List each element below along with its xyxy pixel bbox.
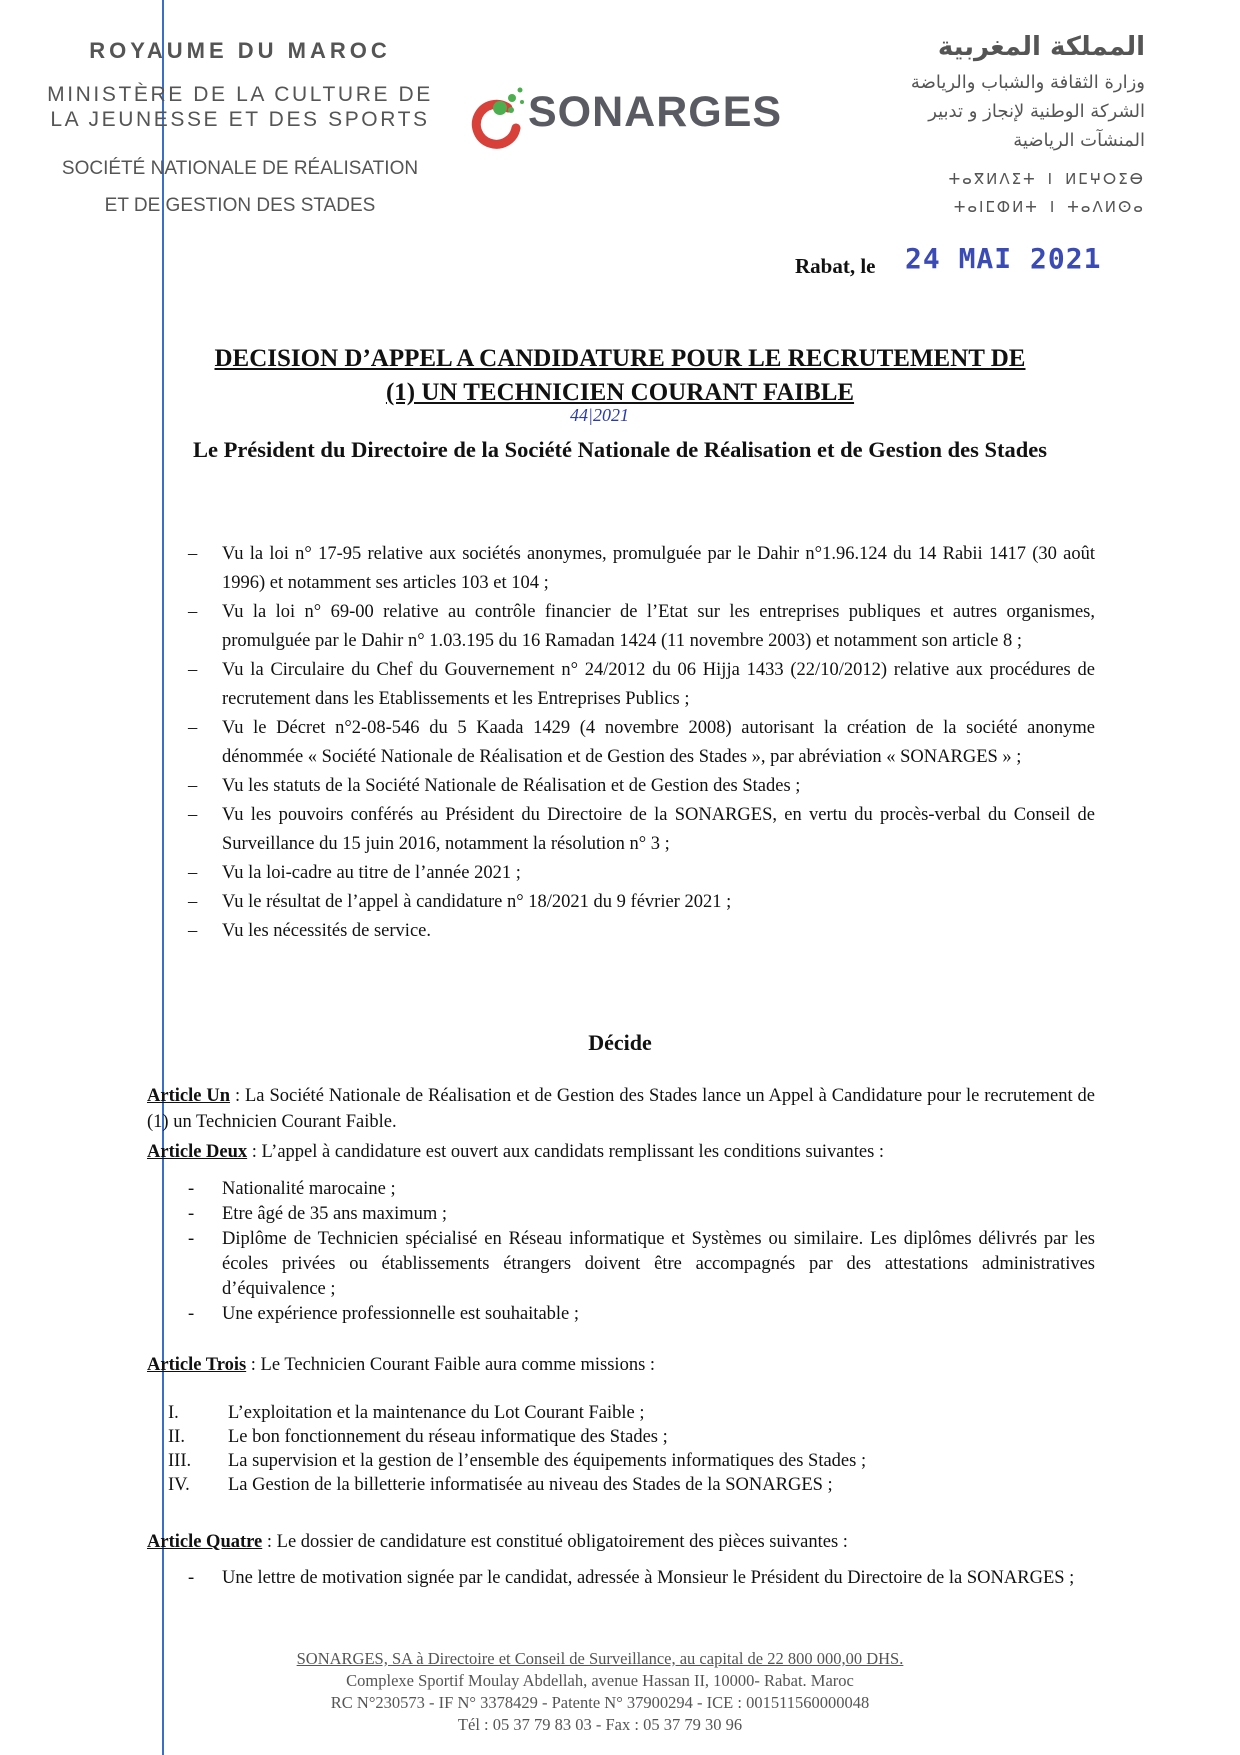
article-label: Article Deux xyxy=(147,1142,248,1162)
header-company-line2: ET DE GESTION DES STADES xyxy=(104,195,376,216)
list-item: – Vu la loi n° 69-00 relative au contrôle financier de l’Etat sur les entreprises publiques et autres organismes, promulguée par le Dahir n° 1.03.195 du 16 Ramadan 1424 (11 novembre 2003) et notamment son article 8 ; xyxy=(188,602,1095,651)
header-arabic-ministry-line: وزارة الثقافة والشباب والرياضة xyxy=(910,72,1145,93)
president-heading: Le Président du Directoire de la Société Nationale de Réalisation et de Gestion des Stades xyxy=(192,437,1048,462)
article-label: Article Trois xyxy=(147,1355,247,1375)
article-text: : La Société Nationale de Réalisation et de Gestion des Stades lance un Appel à Candidature pour le recrutement de (1) un Technicien Courant Faible. xyxy=(147,1086,1095,1132)
header-tifinagh-line2: ⵜⴰⵏⵎⵀⵍⵜ ⵏ ⵜⴰⴷⵍⵙⴰ xyxy=(953,198,1145,216)
list-item: – Vu la loi n° 17-95 relative aux sociétés anonymes, promulguée par le Dahir n°1.96.124 du 14 Rabii 1417 (30 août 1996) et notamment ses articles 103 et 104 ; xyxy=(188,544,1095,593)
page-footer xyxy=(200,1648,1000,1736)
footer-company: SONARGES, SA à Directoire et Conseil de Surveillance, au capital de 22 800 000,00 DHS. xyxy=(296,1649,904,1668)
date-stamp: 24 MAI 2021 xyxy=(905,242,1102,275)
document-title xyxy=(170,342,1070,410)
list-item: - Une lettre de motivation signée par le candidat, adressée à Monsieur le Président du Directoire de la SONARGES ; xyxy=(188,1568,1075,1588)
visas-list xyxy=(180,540,1095,946)
list-item: - Etre âgé de 35 ans maximum ; xyxy=(188,1204,448,1224)
article-quatre xyxy=(147,1529,1095,1555)
list-item: - Une expérience professionnelle est souhaitable ; xyxy=(188,1304,580,1324)
date-label: Rabat, le xyxy=(795,254,876,278)
title-line2: (1) UN TECHNICIEN COURANT FAIBLE xyxy=(385,379,855,406)
header-ministry-line2: LA JEUNESSE ET DES SPORTS xyxy=(50,108,430,131)
article-text: : Le Technicien Courant Faible aura comme missions : xyxy=(246,1355,656,1375)
article-label: Article Un xyxy=(147,1086,231,1106)
conditions-list xyxy=(180,1177,1095,1327)
list-item: I. L’exploitation et la maintenance du Lot Courant Faible ; xyxy=(168,1403,645,1423)
list-item: – Vu la loi-cadre au titre de l’année 2021 ; xyxy=(188,863,521,883)
header-kingdom: ROYAUME DU MAROC xyxy=(89,38,391,63)
list-item: II. Le bon fonctionnement du réseau informatique des Stades ; xyxy=(168,1427,668,1447)
missions-list xyxy=(150,1401,1095,1497)
header-tifinagh xyxy=(845,165,1145,221)
footer-address: Complexe Sportif Moulay Abdellah, avenue Hassan II, 10000- Rabat. Maroc xyxy=(346,1671,854,1690)
article-text: : L’appel à candidature est ouvert aux candidats remplissant les conditions suivantes : xyxy=(247,1142,885,1162)
logo-text: SONARGES xyxy=(528,88,783,136)
article-deux xyxy=(147,1139,1095,1165)
header-company xyxy=(40,150,440,224)
list-item: – Vu les statuts de la Société Nationale de Réalisation et de Gestion des Stades ; xyxy=(188,776,801,796)
article-trois xyxy=(147,1352,1095,1378)
list-item: – Vu les pouvoirs conférés au Président du Directoire de la SONARGES, en vertu du procès-verbal du Conseil de Surveillance du 15 juin 2016, notamment la résolution n° 3 ; xyxy=(188,805,1095,854)
list-item: – Vu les nécessités de service. xyxy=(188,921,431,941)
list-item: - Diplôme de Technicien spécialisé en Réseau informatique et Systèmes ou similaire. Les diplômes délivrés par les écoles privées ou établissements étrangers doivent être accompagnés par des attestations administratives d’équivalence ; xyxy=(188,1229,1095,1299)
header-arabic-company-line1: الشركة الوطنية لإنجاز و تدبير xyxy=(928,101,1145,122)
decide-heading: Décide xyxy=(588,1030,652,1055)
list-item: - Nationalité marocaine ; xyxy=(188,1179,396,1199)
header-ministry xyxy=(40,82,440,132)
header-arabic-kingdom: المملكة المغربية xyxy=(937,32,1145,62)
footer-registry: RC N°230573 - IF N° 3378429 - Patente N° 37900294 - ICE : 001511560000048 xyxy=(330,1693,870,1712)
title-line1: DECISION D’APPEL A CANDIDATURE POUR LE RECRUTEMENT DE xyxy=(214,345,1026,372)
list-item: – Vu le Décret n°2-08-546 du 5 Kaada 1429 (4 novembre 2008) autorisant la création de la société anonyme dénommée « Société Nationale de Réalisation et de Gestion des Stades », par abréviation « SONARGES » ; xyxy=(188,718,1095,767)
sonarges-logo-icon xyxy=(470,80,530,150)
list-item: IV. La Gestion de la billetterie informatisée au niveau des Stades de la SONARGES ; xyxy=(168,1475,833,1495)
dossier-list xyxy=(180,1566,1095,1591)
header-arabic-company-line2: المنشآت الرياضية xyxy=(1013,130,1145,151)
article-label: Article Quatre xyxy=(147,1532,263,1552)
header-arabic-ministry xyxy=(845,68,1145,155)
header-tifinagh-line1: ⵜⴰⴳⵍⴷⵉⵜ ⵏ ⵍⵎⵖⵔⵉⴱ xyxy=(948,170,1145,188)
article-text: : Le dossier de candidature est constitué obligatoirement des pièces suivantes : xyxy=(262,1532,848,1552)
list-item: – Vu la Circulaire du Chef du Gouvernement n° 24/2012 du 06 Hijja 1433 (22/10/2012) relative aux procédures de recrutement dans les Etablissements et les Entreprises Publics ; xyxy=(188,660,1095,709)
header-ministry-line1: MINISTÈRE DE LA CULTURE DE xyxy=(47,83,433,106)
header-company-line1: SOCIÉTÉ NATIONALE DE RÉALISATION xyxy=(61,158,419,179)
list-item: III. La supervision et la gestion de l’ensemble des équipements informatiques des Stades ; xyxy=(168,1451,867,1471)
sonarges-logo xyxy=(470,80,800,160)
footer-contact: Tél : 05 37 79 83 03 - Fax : 05 37 79 30 96 xyxy=(457,1715,743,1734)
article-un xyxy=(147,1083,1095,1135)
list-item: – Vu le résultat de l’appel à candidature n° 18/2021 du 9 février 2021 ; xyxy=(188,892,732,912)
handwritten-reference: 44|2021 xyxy=(570,405,629,425)
